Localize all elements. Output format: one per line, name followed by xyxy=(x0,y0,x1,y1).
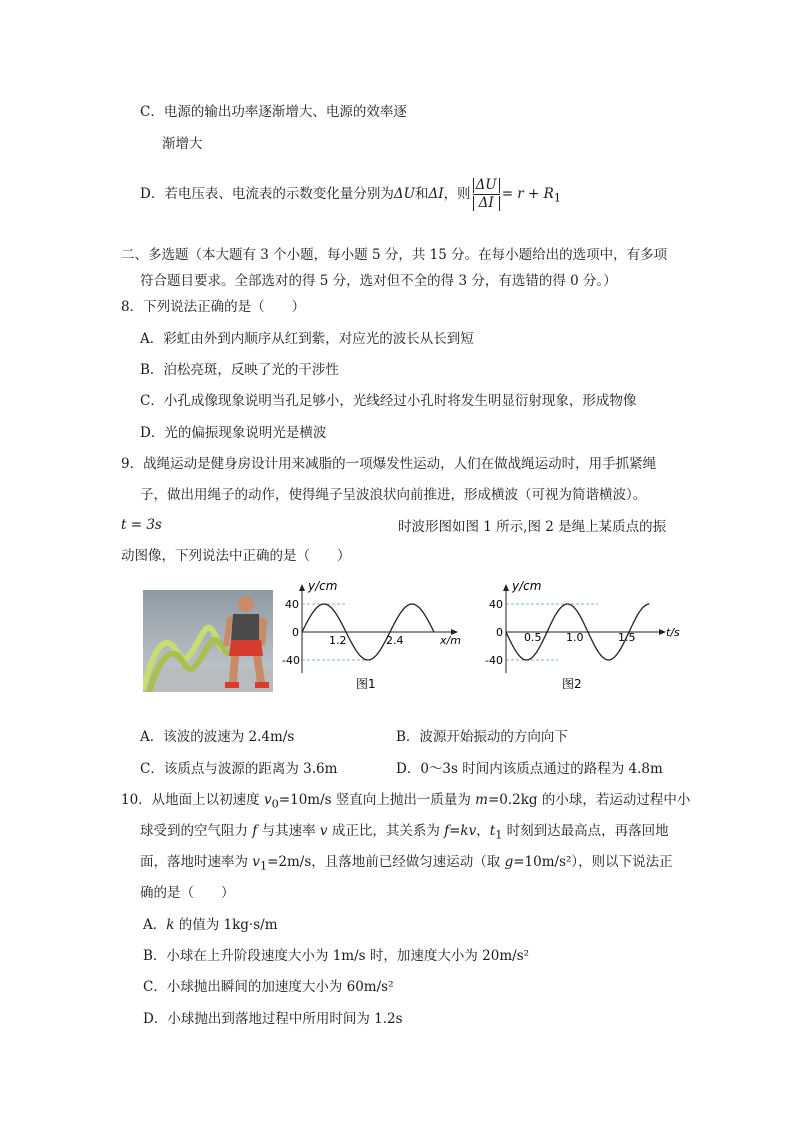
q9-option-a[interactable]: A．该波的波速为 2.4m/s xyxy=(140,729,295,745)
delta-u: ΔU xyxy=(393,186,415,202)
q10-g: g xyxy=(504,854,514,870)
q10-l2-d: ， xyxy=(476,823,490,839)
q10-option-d[interactable]: D．小球抛出到落地过程中所用时间为 1.2s xyxy=(143,1011,403,1027)
q10-l3-b: =2m/s，且落地前已经做匀速运动（取 xyxy=(267,854,505,870)
fraction-numerator: ΔU xyxy=(473,178,500,193)
q10-fkv: f=kv xyxy=(444,823,477,839)
q10-option-b[interactable]: B．小球在上升阶段速度大小为 1m/s 时，加速度大小为 20m/s² xyxy=(143,948,530,964)
q9-time-equation: t = 3s xyxy=(121,517,162,533)
fig2-caption: 图2 xyxy=(562,677,582,691)
fig1-xtick-2-4: 2.4 xyxy=(386,634,404,647)
q10-v0: v xyxy=(263,792,272,808)
fig1-xlabel: x/m xyxy=(440,634,461,647)
fig2-ytick-neg40: -40 xyxy=(485,654,503,667)
q10-l1-c: =0.2kg 的小球，若运动过程中小 xyxy=(487,792,691,808)
delta-i: ΔI xyxy=(428,186,444,202)
q8-option-a[interactable]: A．彩虹由外到内顺序从红到紫，对应光的波长从长到短 xyxy=(140,331,474,347)
q9-option-d[interactable]: D．0～3s 时间内该质点通过的路程为 4.8m xyxy=(396,761,663,777)
q10-stem-line2 xyxy=(140,822,669,845)
q9-stem-line4: 动图像，下列说法中正确的是（ ） xyxy=(121,548,351,564)
section2-heading-line2: 符合题目要求。全部选对的得 5 分，选对但不全的得 3 分，有选错的得 0 分。） xyxy=(140,273,617,289)
q10-option-c[interactable]: C．小球抛出瞬间的加速度大小为 60m/s² xyxy=(143,979,394,995)
fig1-ylabel: y/cm xyxy=(308,579,338,593)
q10-a-k: k xyxy=(166,917,175,933)
q10-a-prefix: A． xyxy=(143,917,167,933)
fig2-ytick-0: 0 xyxy=(496,626,503,639)
delta-fraction xyxy=(473,178,500,211)
fraction-denominator: ΔI xyxy=(473,196,500,211)
fig2-xtick-0-5: 0.5 xyxy=(524,631,542,644)
q7-option-c-line2: 渐增大 xyxy=(162,136,203,152)
q8-stem: 8．下列说法正确的是（ ） xyxy=(121,299,306,315)
q10-m: m xyxy=(475,792,488,808)
q10-l3-c: =10m/s²），则以下说法正 xyxy=(513,854,673,870)
q7-option-c-line1: C．电源的输出功率逐渐增大、电源的效率逐 xyxy=(140,104,407,120)
q10-l2-b: 与其速率 xyxy=(257,823,320,839)
battle-rope-illustration xyxy=(143,590,273,692)
q10-l2-a: 球受到的空气阻力 xyxy=(140,823,253,839)
fig1-y-axis-arrow xyxy=(299,584,305,591)
q10-option-a[interactable] xyxy=(143,916,278,934)
q10-l1-a: 10．从地面上以初速度 xyxy=(121,792,264,808)
fig1-caption: 图1 xyxy=(356,677,376,691)
q7-then: ，则 xyxy=(443,186,471,202)
q10-v1: v xyxy=(252,854,260,870)
q10-v1-sub: 1 xyxy=(259,859,268,873)
q7-option-d-text: D．若电压表、电流表的示数变化量分别为 xyxy=(140,186,394,202)
q9-option-c[interactable]: C．该质点与波源的距离为 3.6m xyxy=(140,761,338,777)
q10-v: v xyxy=(319,823,328,839)
q7-option-d xyxy=(140,178,561,211)
q8-option-c[interactable]: C．小孔成像现象说明当孔足够小，光线经过小孔时将发生明显衍射现象，形成物像 xyxy=(140,393,637,409)
fraction-rhs: = r + R xyxy=(501,186,554,202)
fig2-xlabel: t/s xyxy=(666,626,680,639)
figure-2-vibration-graph xyxy=(484,578,684,693)
q10-l2-c: 成正比，其关系为 xyxy=(327,823,445,839)
fig2-xtick-1-0: 1.0 xyxy=(566,631,584,644)
q10-l3-a: 面，落地时速率为 xyxy=(140,854,253,870)
q10-l1-b: =10m/s 竖直向上抛出一质量为 xyxy=(278,792,476,808)
q10-v0-sub: 0 xyxy=(271,797,279,811)
section2-heading-line1: 二、多选题（本大题有 3 个小题，每小题 5 分，共 15 分。在每小题给出的选项中，有多项 xyxy=(121,247,668,263)
fig1-ytick-0: 0 xyxy=(292,626,299,639)
q9-stem-line1: 9．战绳运动是健身房设计用来减脂的一项爆发性运动，人们在做战绳运动时，用手抓紧绳 xyxy=(121,456,657,472)
fig1-ytick-40: 40 xyxy=(285,598,299,611)
q10-t1: t xyxy=(489,823,496,839)
q9-stem-line2: 子，做出用绳子的动作，使得绳子呈波浪状向前推进，形成横波（可视为简谐横波）。 xyxy=(140,487,647,503)
fig2-ylabel: y/cm xyxy=(512,579,542,593)
fig2-ytick-40: 40 xyxy=(489,598,503,611)
fig1-xtick-1-2: 1.2 xyxy=(329,634,347,647)
q9-option-b[interactable]: B．波源开始振动的方向向下 xyxy=(396,729,568,745)
figure-1-wave-graph xyxy=(282,578,472,693)
q10-stem-line1 xyxy=(121,791,690,814)
fig2-y-axis-arrow xyxy=(503,584,509,591)
q7-and: 和 xyxy=(414,186,429,202)
q10-a-text: 的值为 1kg·s/m xyxy=(174,917,278,933)
q9-stem-line3: 时波形图如图 1 所示,图 2 是绳上某质点的振 xyxy=(398,519,667,535)
battle-rope-photo xyxy=(143,590,273,692)
q10-t1-sub: 1 xyxy=(495,828,503,842)
fig2-x-axis-arrow xyxy=(659,629,666,635)
rhs-subscript: 1 xyxy=(553,191,561,205)
q8-option-d[interactable]: D．光的偏振现象说明光是横波 xyxy=(140,425,327,441)
q10-l2-e: 时刻到达最高点，再落回地 xyxy=(502,823,669,839)
fig1-ytick-neg40: -40 xyxy=(282,654,300,667)
fig2-xtick-1-5: 1.5 xyxy=(618,631,636,644)
q8-option-b[interactable]: B．泊松亮斑，反映了光的干涉性 xyxy=(140,362,339,378)
q10-f: f xyxy=(252,823,258,839)
q10-stem-line4: 确的是（ ） xyxy=(140,885,235,901)
q10-stem-line3 xyxy=(140,853,673,876)
